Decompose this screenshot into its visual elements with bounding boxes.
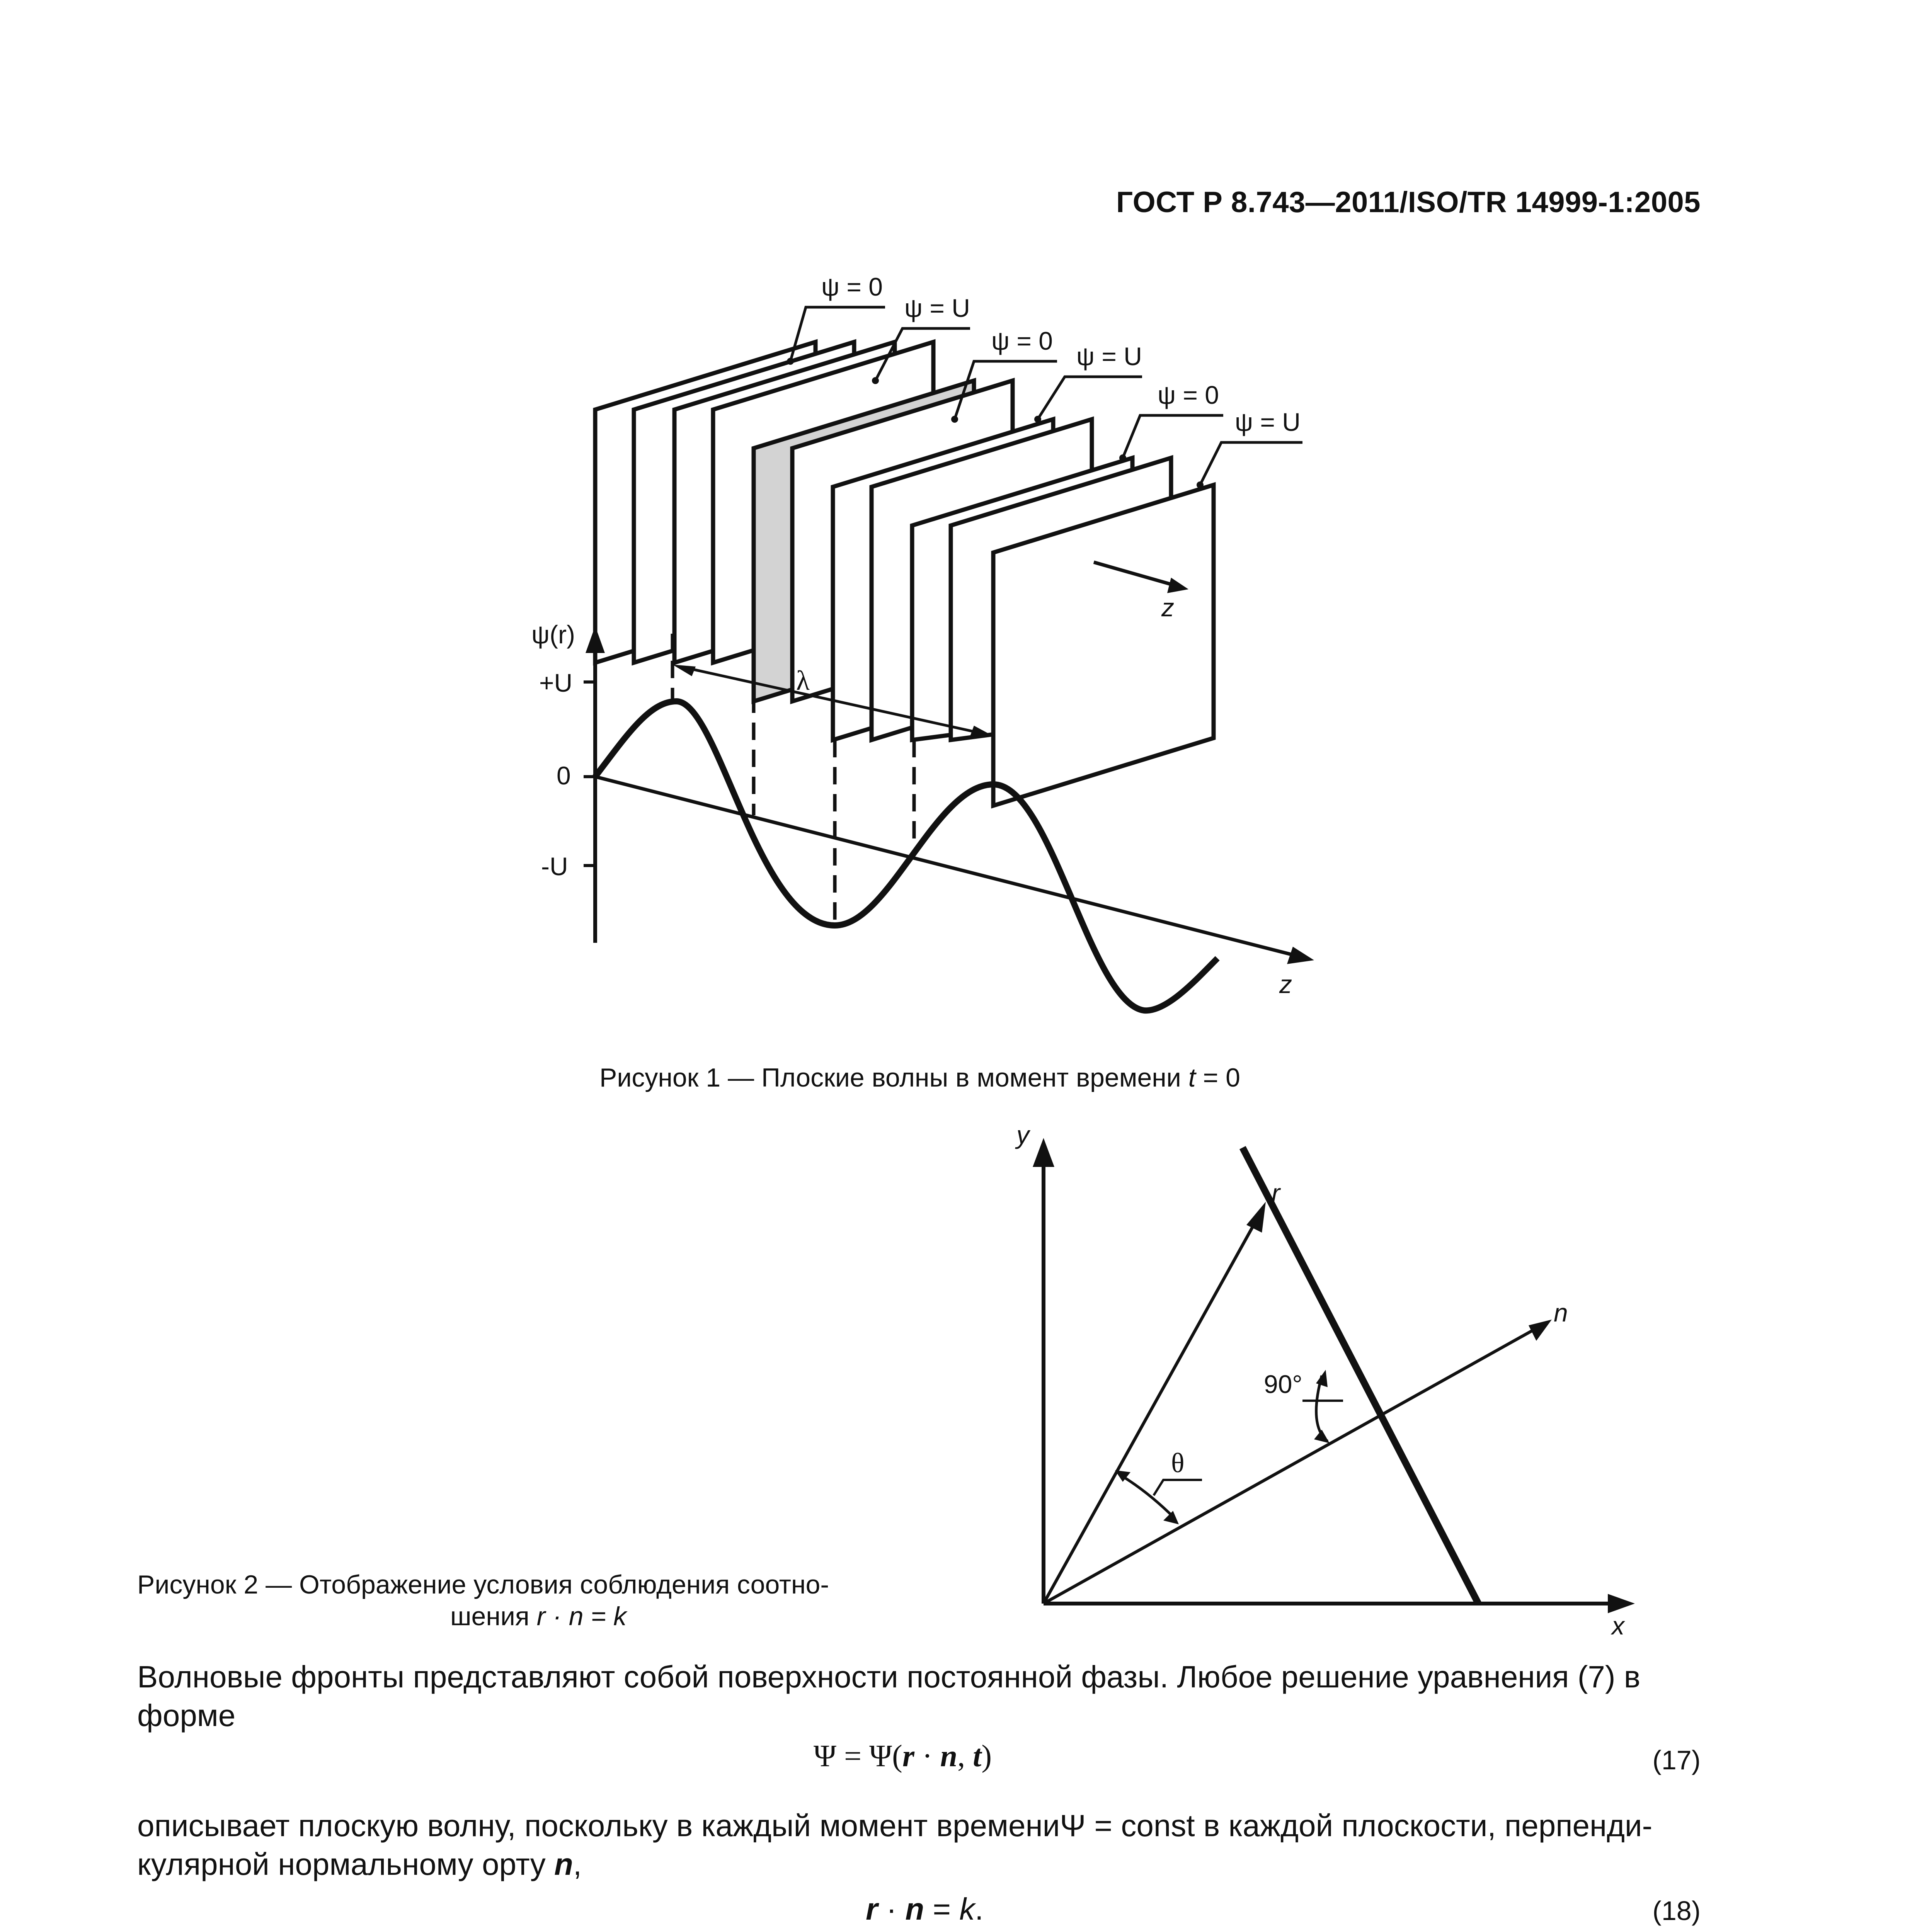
plane-label-6: ψ = U bbox=[1235, 408, 1301, 436]
plane-label-4: ψ = U bbox=[1076, 342, 1142, 371]
right-angle-label: 90° bbox=[1264, 1370, 1302, 1398]
r-vector-arrowhead bbox=[1246, 1202, 1266, 1233]
plane-label-1: ψ = 0 bbox=[821, 272, 883, 301]
tick-zero: 0 bbox=[557, 761, 571, 790]
paragraph-wavefronts: Волновые фронты представляют собой поверхности постоянной фазы. Любое решение уравнения (7) в форме bbox=[137, 1660, 1641, 1733]
document-header: ГОСТ Р 8.743—2011/ISO/TR 14999-1:2005 bbox=[1116, 186, 1701, 219]
equation-18-number: (18) bbox=[1652, 1896, 1701, 1926]
plane-arrow-z-label: z bbox=[1161, 593, 1174, 622]
z-axis-label: z bbox=[1279, 970, 1292, 998]
x-axis-label-2: x bbox=[1612, 1611, 1624, 1640]
figure-1-caption: Рисунок 1 — Плоские волны в момент времени t = 0 bbox=[599, 1063, 1240, 1092]
tick-plus-u: +U bbox=[539, 668, 573, 697]
figure-2-caption: Рисунок 2 — Отображение условия соблюдения соотно- шения r · n = k bbox=[137, 1570, 829, 1631]
n-vector-arrowhead bbox=[1529, 1320, 1552, 1341]
axis-psi-label: ψ(r) bbox=[531, 620, 575, 649]
tick-minus-u: -U bbox=[541, 852, 568, 881]
y-axis-arrowhead-2 bbox=[1033, 1138, 1054, 1167]
n-vector-label: n bbox=[1554, 1298, 1568, 1327]
y-axis-label-2: y bbox=[1016, 1121, 1029, 1149]
equation-18: r · n = k. bbox=[866, 1892, 984, 1926]
r-vector-label: r bbox=[1272, 1179, 1280, 1207]
paragraph-plane-wave: описывает плоскую волну, поскольку в каждый момент времениΨ = const в каждой плоскости, перпенди- кулярной нормальному орту n, bbox=[137, 1808, 1653, 1881]
plane-label-5: ψ = 0 bbox=[1158, 381, 1219, 409]
theta-label: θ bbox=[1171, 1447, 1185, 1478]
x-axis-arrowhead-2 bbox=[1608, 1594, 1635, 1613]
equation-17-number: (17) bbox=[1652, 1745, 1701, 1775]
plane-label-3: ψ = 0 bbox=[991, 327, 1053, 355]
equation-17: Ψ = Ψ(r · n, t) bbox=[814, 1739, 992, 1773]
lambda-label: λ bbox=[796, 665, 810, 696]
plane-label-2: ψ = U bbox=[904, 294, 970, 322]
